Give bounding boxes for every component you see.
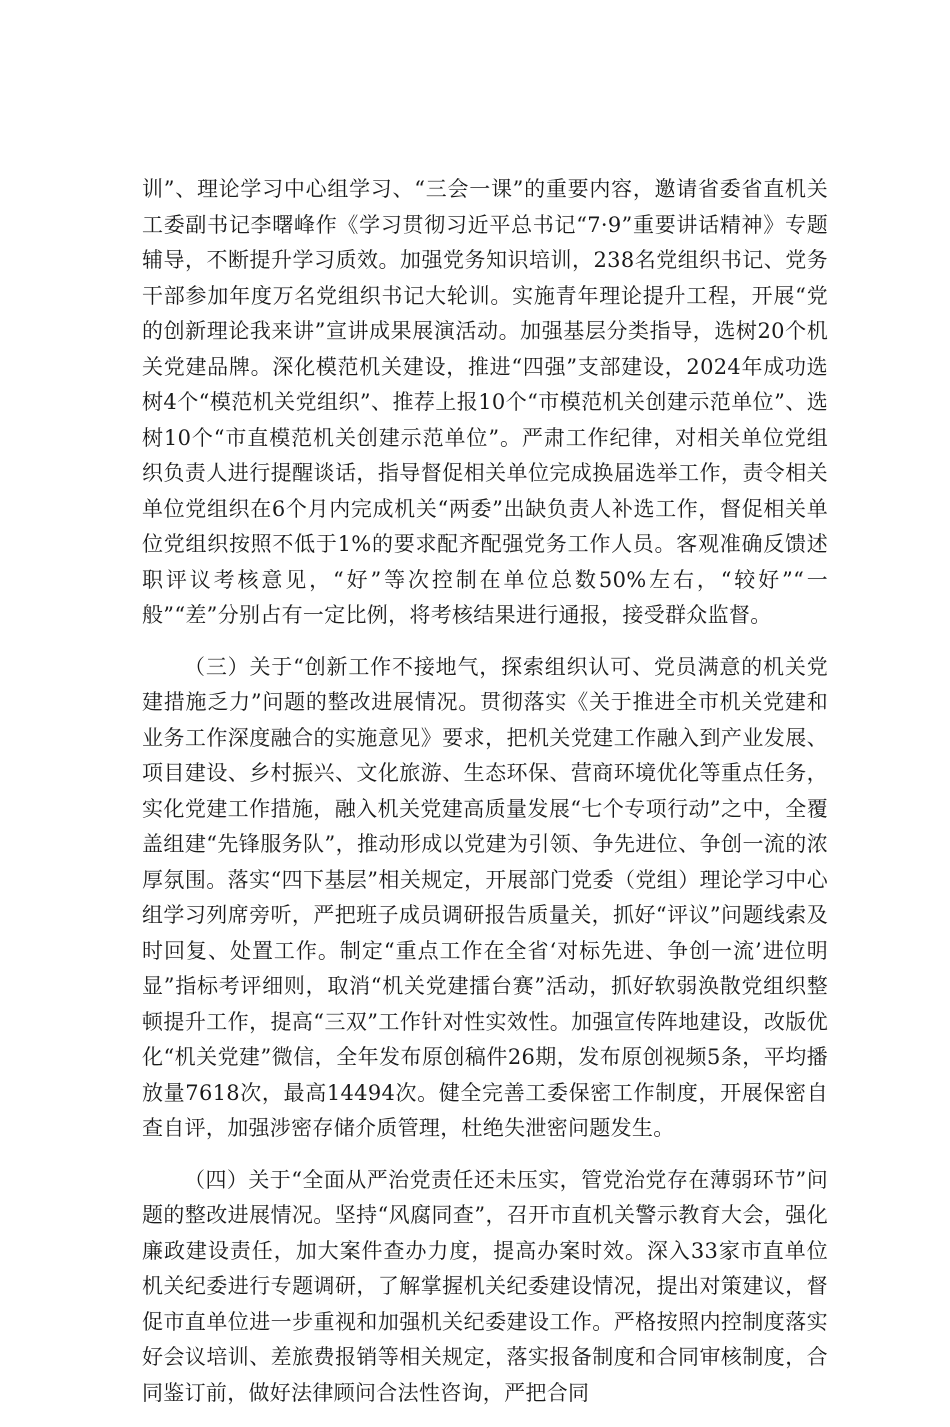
body-paragraph-section-four: （四）关于“全面从严治党责任还未压实，管党治党存在薄弱环节”问题的整改进展情况。坚持“风腐同查”，召开市直机关警示教育大会，强化廉政建设责任，加大案件查办力度，提高办案时效。深入33家市直单位机关纪委进行专题调研，了解掌握机关纪委建设情况，提出对策建议，督促市直单位进一步重视和加强机关纪委建设工作。严格按照内控制度落实好会议培训、差旅费报销等相关规定，落实报备制度和合同审核制度，合同鉴订前，做好法律顾问合法性咨询，严把合同 [142,1167,828,1405]
body-paragraph-section-three: （三）关于“创新工作不接地气，探索组织认可、党员满意的机关党建措施乏力”问题的整改进展情况。贯彻落实《关于推进全市机关党建和业务工作深度融合的实施意见》要求，把机关党建工作融入到产业发展、项目建设、乡村振兴、文化旅游、生态环保、营商环境优化等重点任务，实化党建工作措施，融入机关党建高质量发展“七个专项行动”之中，全覆盖组建“先锋服务队”，推动形成以党建为引领、争先进位、争创一流的浓厚氛围。落实“四下基层”相关规定，开展部门党委（党组）理论学习中心组学习列席旁听，严把班子成员调研报告质量关，抓好“评议”问题线索及时回复、处置工作。制定“重点工作在全省‘对标先进、争创一流’进位明显”指标考评细则，取消“机关党建擂台赛”活动，抓好软弱涣散党组织整顿提升工作，提高“三双”工作针对性实效性。加强宣传阵地建设，改版优化“机关党建”微信，全年发布原创稿件26期，发布原创视频5条，平均播放量7618次，最高14494次。健全完善工委保密工作制度，开展保密自查自评，加强涉密存储介质管理，杜绝失泄密问题发生。 [142,654,828,1140]
document-page [142,172,828,1427]
body-paragraph-continuation: 训”、理论学习中心组学习、“三会一课”的重要内容，邀请省委省直机关工委副书记李曙峰作《学习贯彻习近平总书记“7·9”重要讲话精神》专题辅导，不断提升学习质效。加强党务知识培训，238名党组织书记、党务干部参加年度万名党组织书记大轮训。实施青年理论提升工程，开展“党的创新理论我来讲”宣讲成果展演活动。加强基层分类指导，选树20个机关党建品牌。深化模范机关建设，推进“四强”支部建设，2024年成功选树4个“模范机关党组织”、推荐上报10个“市模范机关创建示范单位”、选树10个“市直模范机关创建示范单位”。严肃工作纪律，对相关单位党组织负责人进行提醒谈话，指导督促相关单位完成换届选举工作，责令相关单位党组织在6个月内完成机关“两委”出缺负责人补选工作，督促相关单位党组织按照不低于1%的要求配齐配强党务工作人员。客观准确反馈述职评议考核意见，“好”等次控制在单位总数50%左右，“较好”“一般”“差”分别占有一定比例，将考核结果进行通报，接受群众监督。 [142,177,828,627]
